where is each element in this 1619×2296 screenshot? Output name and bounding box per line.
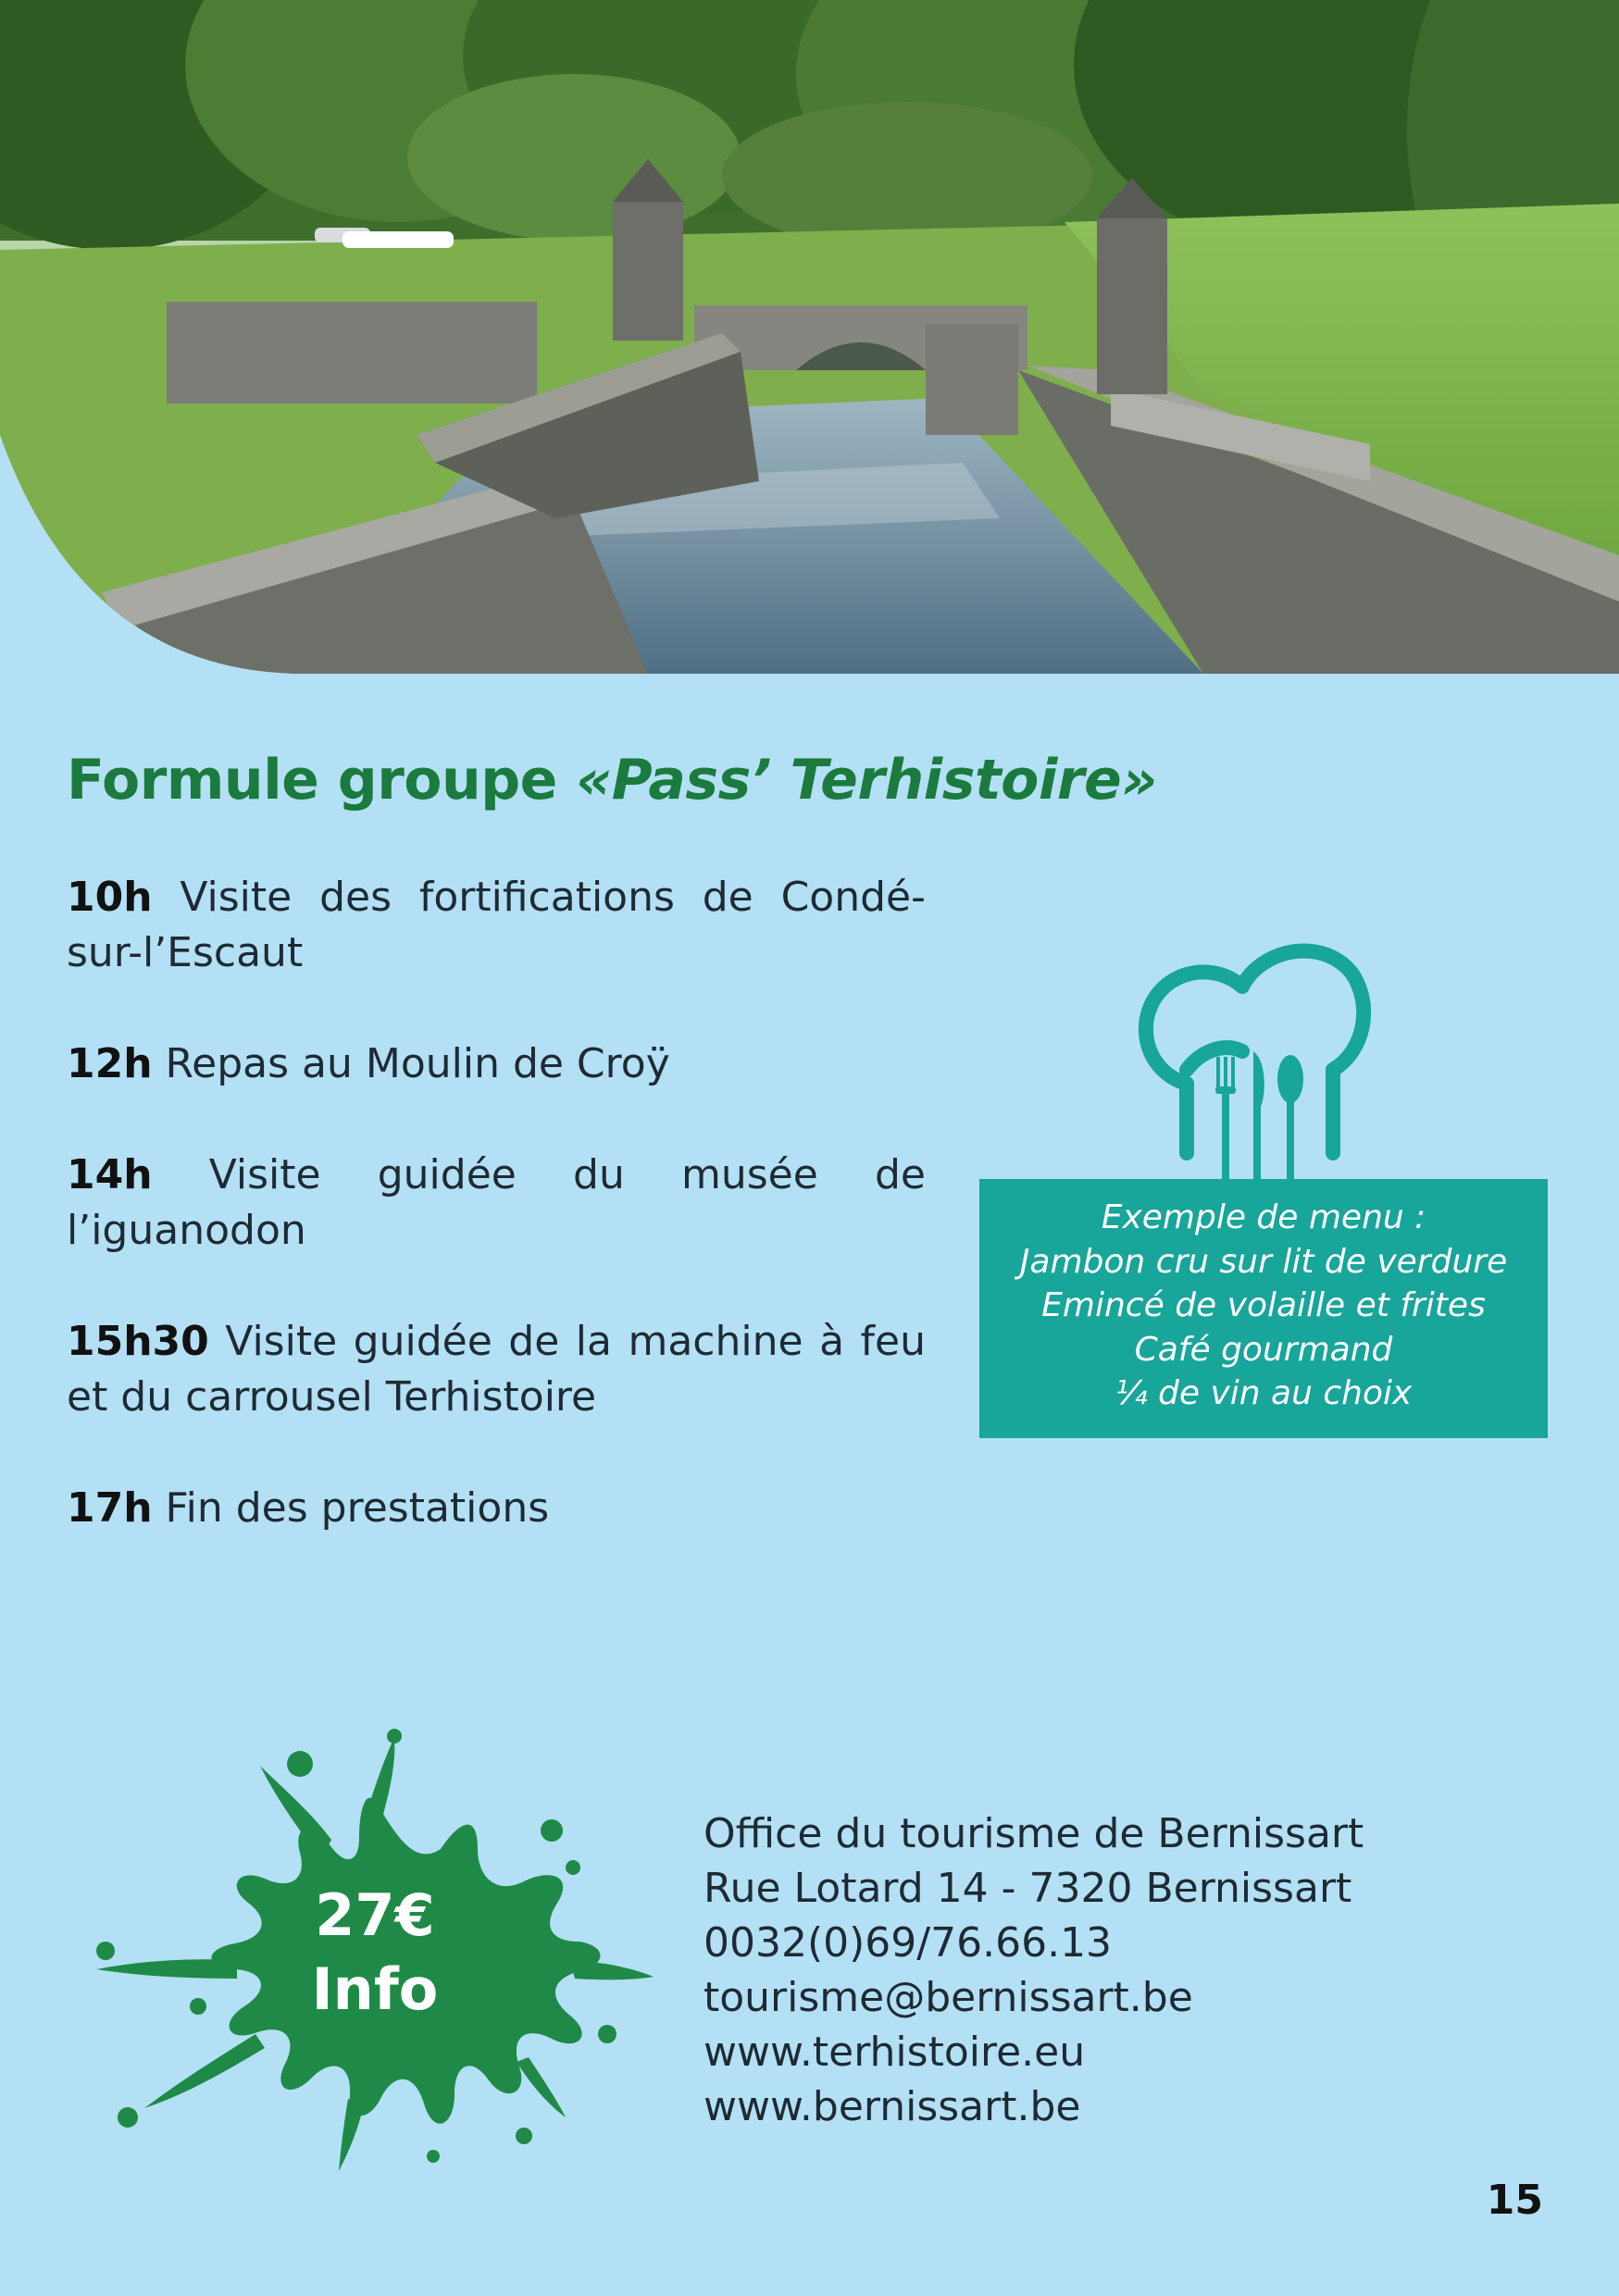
schedule-time: 15h30	[67, 1318, 209, 1365]
contact-address: Rue Lotard 14 - 7320 Bernissart	[704, 1865, 1352, 1912]
schedule-item	[67, 1148, 926, 1259]
schedule-text: Visite des fortifications de Condé-sur-l’Escaut	[67, 874, 926, 976]
price-info-label: Info	[311, 1955, 439, 2023]
schedule-list	[67, 870, 926, 1592]
schedule-time: 17h	[67, 1484, 153, 1532]
title-prefix: Formule groupe	[67, 748, 577, 813]
schedule-time: 10h	[67, 874, 153, 921]
page-number: 15	[1486, 2177, 1543, 2224]
title-pass-name: «Pass’ Terhistoire»	[576, 748, 1157, 813]
schedule-time: 12h	[67, 1040, 153, 1087]
menu-example-box	[979, 1179, 1548, 1438]
contact-email: tourisme@bernissart.be	[704, 1974, 1193, 2021]
price-badge	[227, 1879, 523, 2027]
schedule-text: Visite guidée du musée de l’iguanodon	[67, 1151, 926, 1254]
contact-phone: 0032(0)69/76.66.13	[704, 1919, 1113, 1967]
contact-website: www.terhistoire.eu	[704, 2029, 1086, 2076]
schedule-text: Visite guidée de la machine à feu et du carrousel Terhistoire	[67, 1318, 926, 1421]
menu-line: Exemple de menu :	[1101, 1198, 1426, 1236]
canal-fortification-photo	[0, 0, 1619, 674]
menu-line: Café gourmand	[1134, 1330, 1393, 1369]
menu-line: ¼ de vin au choix	[1115, 1374, 1413, 1412]
schedule-item	[67, 1036, 926, 1092]
contact-org: Office du tourisme de Bernissart	[704, 1810, 1364, 1857]
contact-website: www.bernissart.be	[704, 2083, 1081, 2130]
schedule-item	[67, 1481, 926, 1536]
schedule-item	[67, 1314, 926, 1425]
price-amount: 27€	[315, 1881, 435, 1949]
schedule-item	[67, 870, 926, 981]
page-title	[67, 748, 1157, 813]
schedule-text: Repas au Moulin de Croÿ	[152, 1040, 670, 1087]
schedule-time: 14h	[67, 1151, 153, 1198]
menu-line: Jambon cru sur lit de verdure	[1019, 1242, 1508, 1281]
menu-line: Emincé de volaille et frites	[1041, 1286, 1486, 1324]
chef-hat-cutlery-icon	[1131, 922, 1372, 1190]
contact-block	[704, 1806, 1364, 2134]
schedule-text: Fin des prestations	[152, 1484, 550, 1532]
